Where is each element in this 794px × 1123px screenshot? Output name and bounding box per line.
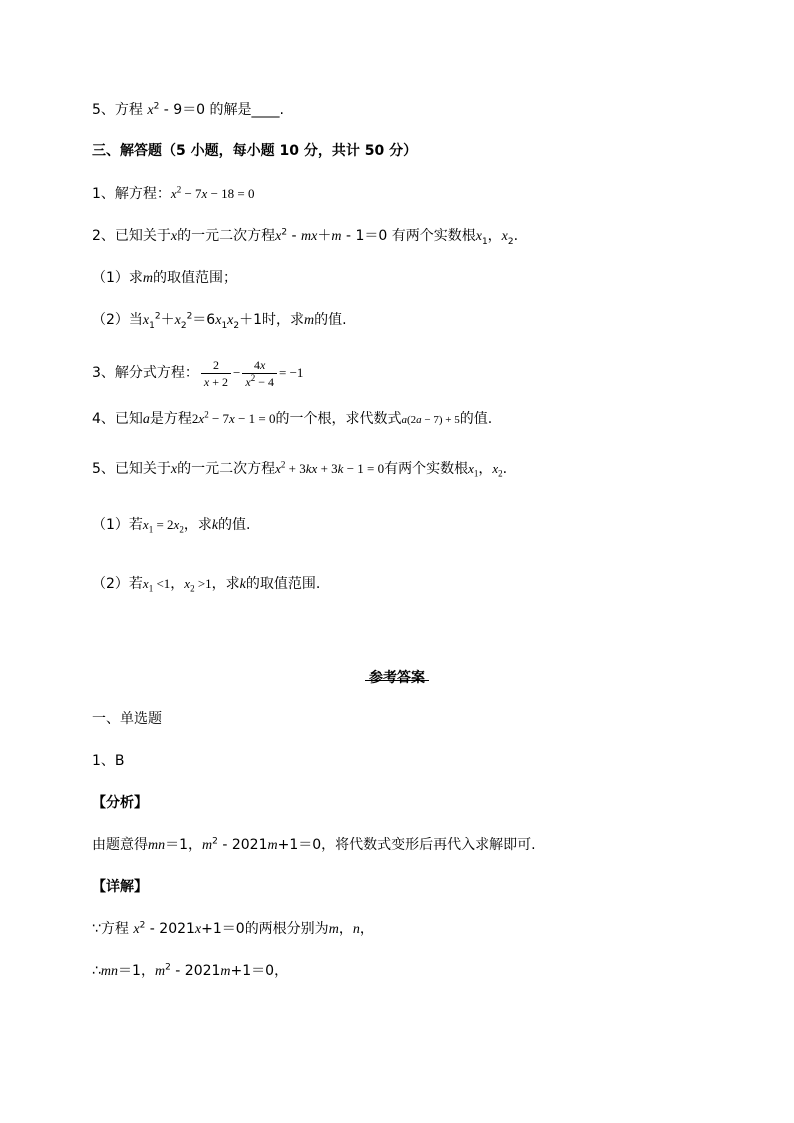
detail1-b: 的两根分别为 — [244, 921, 329, 937]
p2-sub2-tail-a: 时，求 — [262, 312, 305, 328]
detail1-a: ∵方程 — [92, 921, 129, 937]
detail2-a: ∴ — [92, 963, 101, 979]
analysis-tag: 【分析】 — [92, 795, 148, 811]
problem-2: 2、已知关于x的一元二次方程$x^2 - mx+m - 1=0$ 有两个实数根$x_1$，$x_2$. — [92, 227, 519, 247]
p5-sub1-tail: ，求 — [183, 517, 212, 533]
detail-tag: 【详解】 — [92, 879, 148, 895]
problem-4: 4、已知a是方程$2x^2 - 7x - 1 = 0$的一个根，求代数式a(2a − 7) + 5的值. — [92, 409, 493, 427]
question-5-fill: 5、方程 $x^2 - 9=0$ 的解是____. — [92, 101, 284, 118]
p2-text-a: 2、已知关于 — [92, 228, 171, 244]
p4-d: 的值. — [459, 411, 493, 427]
p1-equation: $x^2 - 7x - 18 = 0$ — [170, 184, 255, 201]
p2-text-b: 的一元二次方程 — [177, 228, 276, 244]
problem-2-sub-2: （2）当$x_1^2+x_2^2=6x_1x_2+1$时，求m的值. — [92, 311, 347, 331]
p5-b: 的一元二次方程 — [177, 461, 276, 477]
p5-a: 5、已知关于 — [92, 461, 171, 477]
q5-after: ＝0 的解是 — [182, 102, 252, 118]
p4-a: 4、已知 — [92, 411, 143, 427]
p4-c: 的一个根，求代数式 — [275, 411, 402, 427]
answers-title-text: 参考答案 — [369, 670, 425, 686]
p2-text-c: ＝0 有两个实数根 — [364, 228, 476, 244]
fraction-2: $\frac{4x}{x^2 - 4}$ — [242, 357, 277, 390]
problem-5: 5、已知关于x的一元二次方程$x^2 + 3kx + 3k - 1 = 0$有两个实数根$x_1$，$x_2$. — [92, 459, 508, 479]
problem-3: 3、解分式方程： $\frac{2}{x + 2}$ − $\frac{4x}{x^2 - 4}$ = −1 — [92, 357, 304, 389]
q5-end: . — [279, 102, 284, 118]
p5-c: 有两个实数根 — [384, 461, 469, 477]
detail-line-1: ∵方程 $x^2 - 2021x+1=0$的两根分别为m，n， — [92, 920, 374, 937]
section-3-heading: 三、解答题（5 小题，每小题 10 分，共计 50 分） — [92, 143, 418, 159]
analysis-text: 由题意得mn＝1，$m^2 - 2021m+1=0$，将代数式变形后再代入求解即可. — [92, 836, 536, 853]
p4-b: 是方程 — [149, 411, 192, 427]
p5-sub2-tail: ，求 — [211, 576, 240, 592]
answers-section-1: 一、单选题 — [92, 711, 162, 727]
answer-1: 1、B — [92, 753, 125, 769]
p2-sub1-tail: 的取值范围； — [153, 270, 238, 286]
answers-title — [0, 667, 794, 687]
p2-sub2-label: （2）当 — [92, 312, 143, 328]
fraction-1: $\frac{2}{x + 2}$ — [201, 357, 231, 390]
problem-5-sub-1: （1）若$x_1 = 2x_2$，求k的值. — [92, 517, 251, 535]
p5-sub2-label: （2）若 — [92, 576, 143, 592]
problem-5-sub-2: （2）若$x_1 <1$，$x_2 >1$，求k的取值范围. — [92, 576, 321, 594]
q5-blank: ____ — [251, 102, 280, 118]
detail-line-2: ∴mn＝1，$m^2 - 2021m+1=0$， — [92, 962, 289, 979]
problem-2-sub-1: （1）求m的取值范围； — [92, 270, 238, 286]
p3-label: 3、解分式方程： — [92, 365, 199, 381]
p5-sub1-tail2: 的值. — [218, 517, 251, 533]
analysis-text-tail: ，将代数式变形后再代入求解即可. — [321, 837, 536, 853]
p1-label: 1、解方程： — [92, 186, 171, 202]
problem-1 — [92, 184, 255, 204]
p5-sub1-label: （1）若 — [92, 517, 143, 533]
analysis-text-a: 由题意得 — [92, 837, 148, 853]
p5-sub2-tail2: 的取值范围. — [245, 576, 321, 592]
p2-sub2-tail-b: 的值. — [314, 312, 347, 328]
q5-prefix: 5、方程 — [92, 102, 143, 118]
p2-sub1-label: （1）求 — [92, 270, 143, 286]
